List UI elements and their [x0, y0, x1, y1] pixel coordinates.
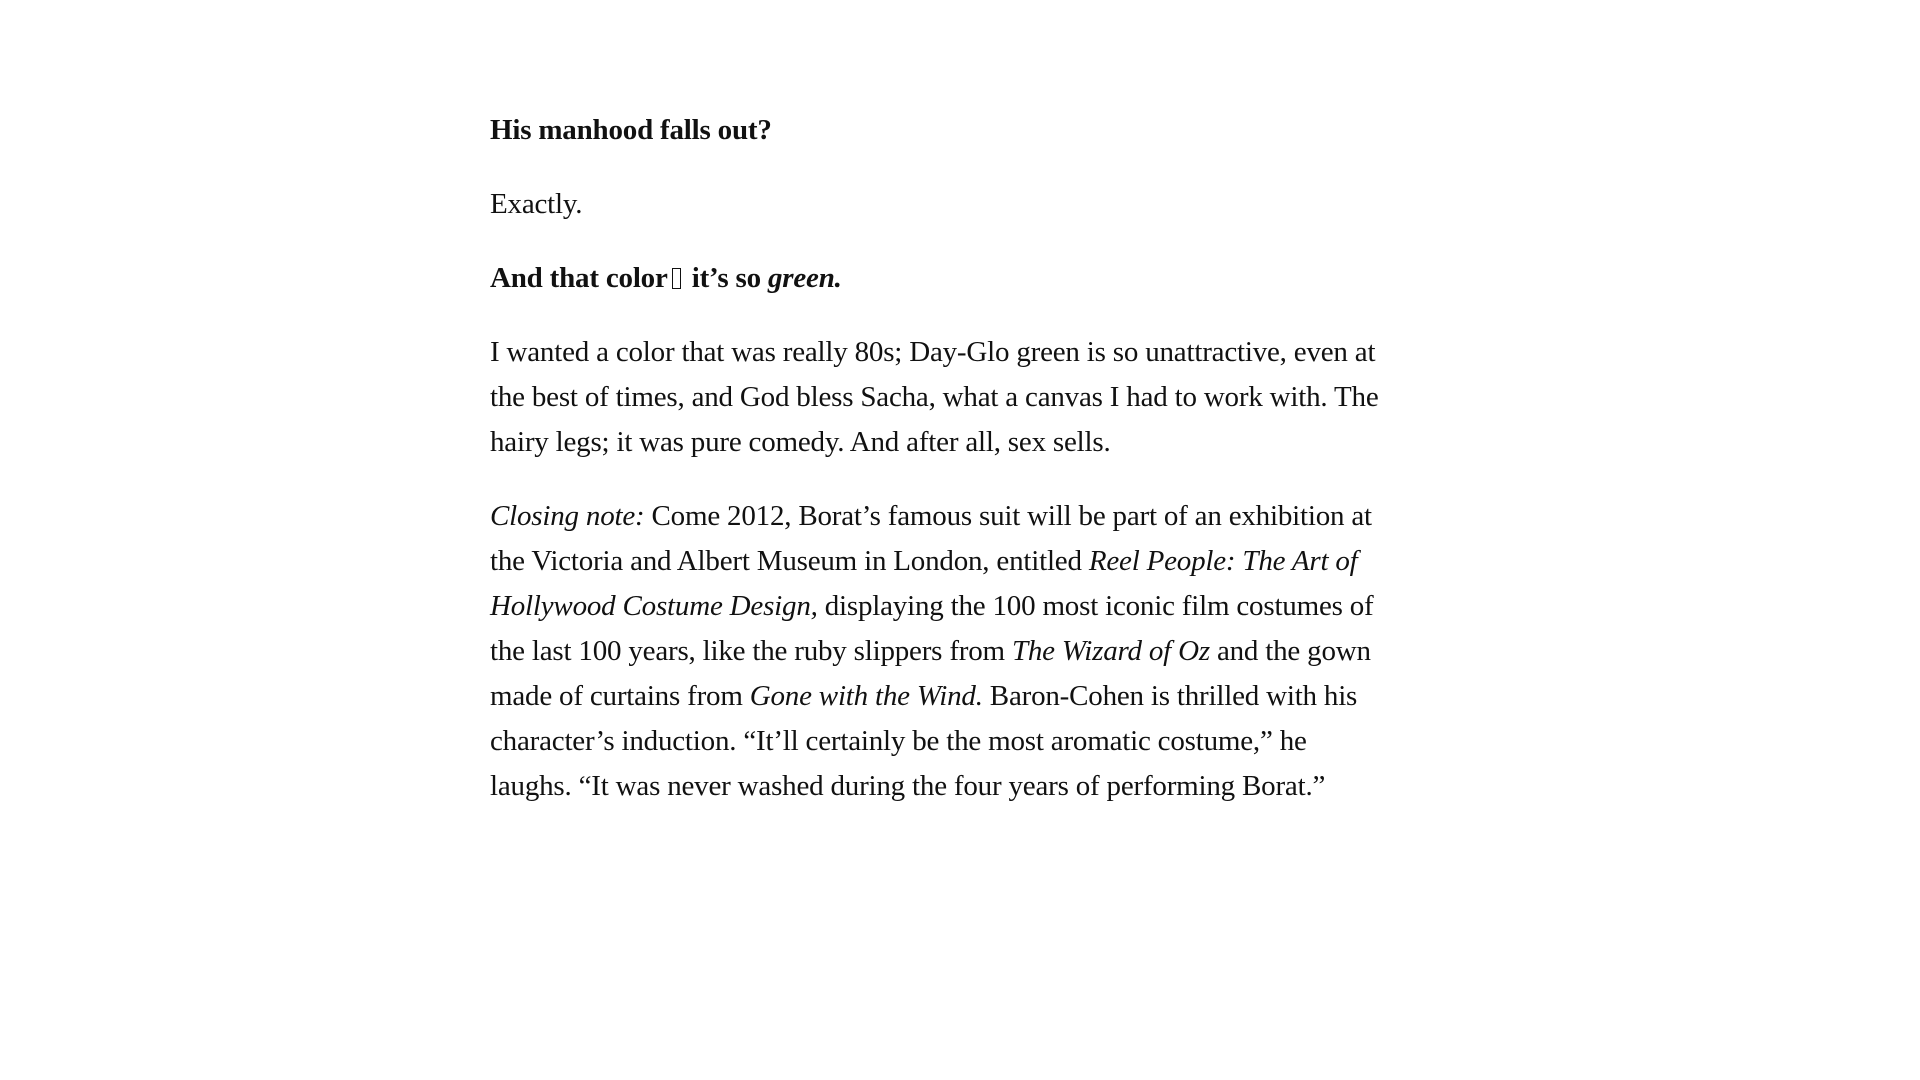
question-1: His manhood falls out?	[490, 114, 772, 146]
closing-title-wizard-of-oz: The Wizard of Oz	[1011, 635, 1210, 667]
question-2-text-b: it’s so	[684, 262, 768, 294]
article-body	[490, 108, 1390, 838]
closing-title-reel-people: Reel People: The Art of Hollywood Costume Design,	[490, 545, 1358, 622]
missing-glyph-box-icon	[672, 268, 681, 289]
closing-text-1: Come 2012, Borat’s famous suit will be part of an exhibition at the Victoria and Albert Museum in London, entitled	[490, 500, 1372, 577]
question-2-italic: green.	[767, 262, 842, 294]
closing-text-3: and the gown made of curtains from	[490, 635, 1371, 712]
closing-note-label: Closing note:	[490, 500, 645, 532]
closing-title-gone-with-the-wind: Gone with the Wind.	[749, 680, 983, 712]
closing-text-2: displaying the 100 most iconic film costumes of the last 100 years, like the ruby slippers from	[490, 590, 1374, 667]
answer-1: Exactly.	[490, 188, 583, 220]
closing-note	[490, 494, 1390, 809]
closing-text-4: Baron-Cohen is thrilled with his character’s induction. “It’ll certainly be the most aromatic costume,” he laughs. “It was never washed during the four years of performing Borat.”	[490, 680, 1358, 802]
answer-2: I wanted a color that was really 80s; Day-Glo green is so unattractive, even at the best of times, and God bless Sacha, what a canvas I had to work with. The hairy legs; it was pure comedy. And after all, sex sells.	[490, 336, 1379, 458]
question-2	[490, 256, 1390, 301]
question-2-text-a: And that color	[490, 262, 668, 294]
